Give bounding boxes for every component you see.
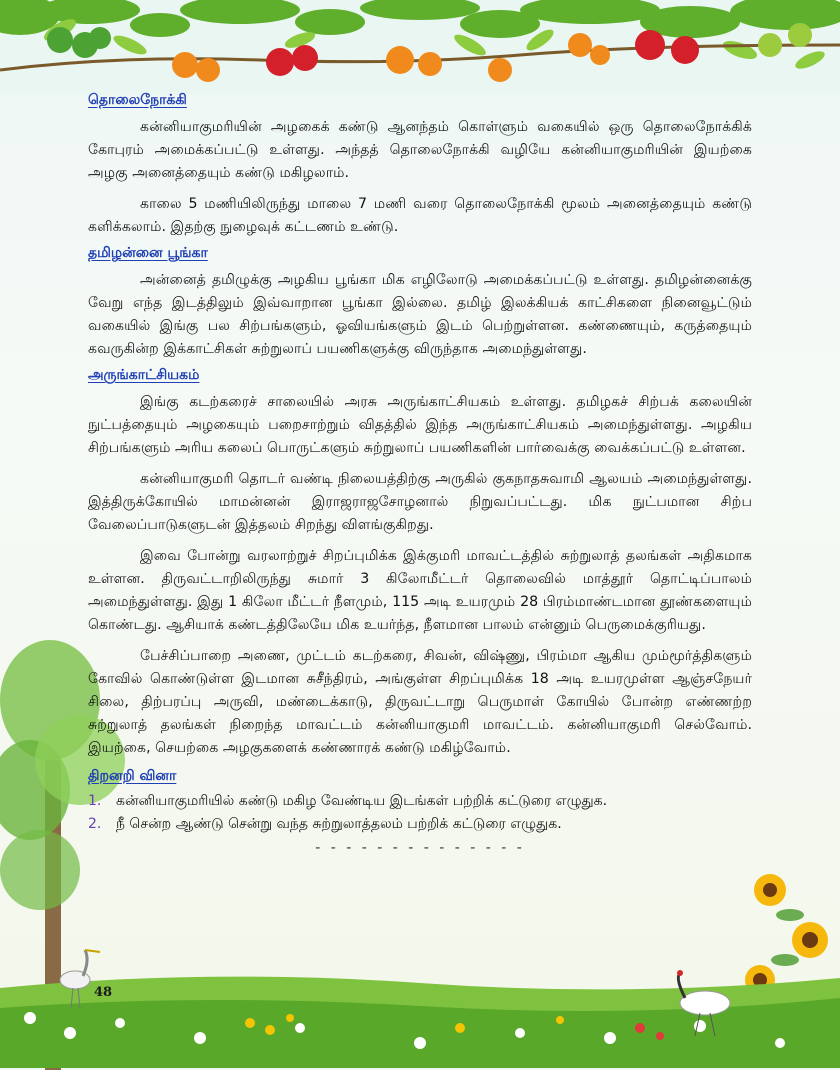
fruit-branches-illustration <box>0 0 840 95</box>
question-item <box>88 813 752 836</box>
questions-heading: திறனறி வினா <box>88 768 177 784</box>
section-divider: - - - - - - - - - - - - - - <box>315 840 525 856</box>
paragraph: கன்னியாகுமரியின் அழகைக் கண்டு ஆனந்தம் கொள்ளும் வகையில் ஒரு தொலைநோக்கிக் கோபுரம் அமைக்கப்பட்டு உள்ளது. அந்தத் தொலைநோக்கி வழியே கன்னியாகுமரியின் இயற்கை அழகு அனைத்தையும் கண்டு மகிழலாம். <box>88 119 752 181</box>
question-number: 2. <box>88 816 102 832</box>
section-heading-tamil-park: தமிழன்னை பூங்கா <box>88 245 208 261</box>
paragraph: இங்கு கடற்கரைச் சாலையில் அரசு அருங்காட்சியகம் உள்ளது. தமிழகச் சிற்பக் கலையின் நுட்பத்தையும் அழகையும் பறைசாற்றும் விதத்தில் இந்த அருங்காட்சியகம் அமைந்துள்ளது. அழகிய சிற்பங்களும் அரிய கலைப் பொருட்களும் சுற்றுலாப் பயணிகளின் பார்வைக்கு வைக்கப்பட்டு உள்ளன. <box>88 394 752 456</box>
question-text: நீ சென்ற ஆண்டு சென்று வந்த சுற்றுலாத்தலம் பற்றிக் கட்டுரை எழுதுக. <box>116 816 562 832</box>
section-heading-telescope: தொலைநோக்கி <box>88 92 187 108</box>
article-body <box>88 92 752 856</box>
questions-section <box>88 768 752 856</box>
question-item <box>88 790 752 813</box>
paragraph: காலை 5 மணியிலிருந்து மாலை 7 மணி வரை தொலைநோக்கி மூலம் அனைத்தையும் கண்டு களிக்கலாம். இதற்கு நுழைவுக் கட்டணம் உண்டு. <box>88 196 752 235</box>
crane-illustration <box>655 968 745 1038</box>
paragraph: பேச்சிப்பாறை அணை, முட்டம் கடற்கரை, சிவன், விஷ்ணு, பிரம்மா ஆகிய மும்மூர்த்திகளும் கோவில் கொண்டுள்ள இடமான சுசீந்திரம், அங்குள்ள சிறப்புமிக்க 18 அடி உயரமுள்ள ஆஞ்சநேயர் சிலை, திற்பரப்பு அருவி, மண்டைக்காடு, திருவட்டாறு பெருமாள் கோயில் போன்ற எண்ணற்ற சுற்றுலாத் தலங்கள் நிறைந்த மாவட்டம் கன்னியாகுமரி மாவட்டம். கன்னியாகுமரி செல்வோம். இயற்கை, செயற்கை அழகுகளைக் கண்ணாரக் கண்டு மகிழ்வோம். <box>88 648 752 756</box>
question-number: 1. <box>88 793 102 809</box>
paragraph: இவை போன்று வரலாற்றுச் சிறப்புமிக்க இக்குமரி மாவட்டத்தில் சுற்றுலாத் தலங்கள் அதிகமாக உள்ளன. திருவட்டாறிலிருந்து சுமார் 3 கிலோமீட்டர் தொலைவில் மாத்தூர் தொட்டிப்பாலம் அமைந்துள்ளது. இது 1 கிலோ மீட்டர் நீளமும், 115 அடி உயரமும் 28 பிரம்மாண்டமான தூண்களையும் கொண்டது. ஆசியாக் கண்டத்திலேயே மிக உயர்ந்த, நீளமான பாலம் என்னும் பெருமைக்குரியது. <box>88 548 752 633</box>
section-heading-museum: அருங்காட்சியகம் <box>88 367 200 383</box>
paragraph: கன்னியாகுமரி தொடர் வண்டி நிலையத்திற்கு அருகில் குகநாதசுவாமி ஆலயம் அமைந்துள்ளது. இத்திருக்கோயில் மாமன்னன் இராஜராஜசோழனால் நிறுவப்பட்டது. மிக நுட்பமான சிற்ப வேலைப்பாடுகளுடன் இத்தலம் சிறந்து விளங்குகிறது. <box>88 471 752 533</box>
question-text: கன்னியாகுமரியில் கண்டு மகிழ வேண்டிய இடங்கள் பற்றிக் கட்டுரை எழுதுக. <box>116 793 608 809</box>
page-number: 48 <box>94 985 113 1000</box>
paragraph: அன்னைத் தமிழுக்கு அழகிய பூங்கா மிக எழிலோடு அமைக்கப்பட்டு உள்ளது. தமிழன்னைக்கு வேறு எந்த இடத்திலும் இவ்வாறான பூங்கா இல்லை. தமிழ் இலக்கியக் காட்சிகளை நினைவூட்டும் வகையில் இங்கு பல சிற்பங்களும், ஓவியங்களும் இடம் பெற்றுள்ளன. கண்ணையும், கருத்தையும் கவருகின்ற இக்காட்சிகள் சுற்றுலாப் பயணிகளுக்கு விருந்தாக அமைந்துள்ளது. <box>88 272 752 357</box>
